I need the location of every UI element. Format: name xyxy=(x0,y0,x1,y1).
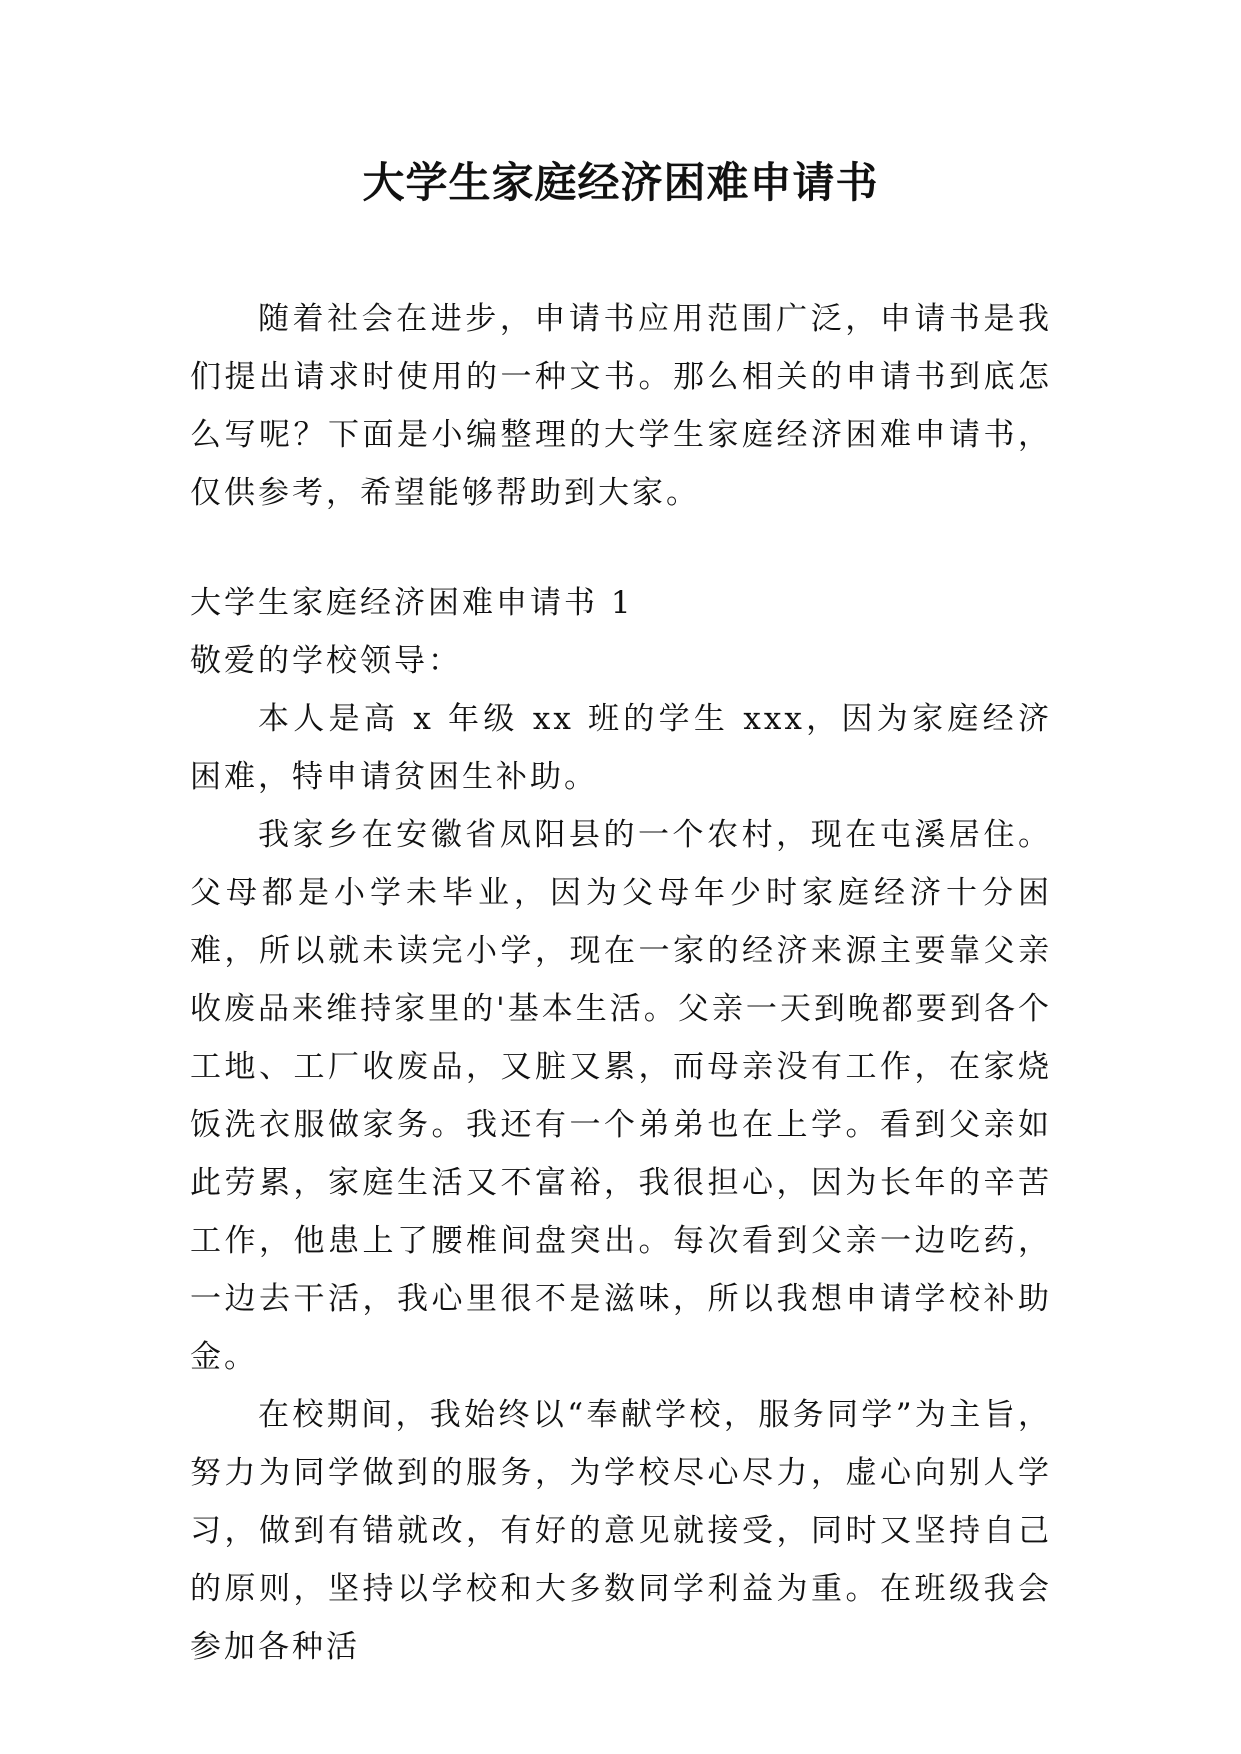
paragraph-1: 本人是高 x 年级 xx 班的学生 xxx，因为家庭经济困难，特申请贫困生补助。 xyxy=(190,701,1052,795)
paragraph-3: 在校期间，我始终以“奉献学校，服务同学”为主旨，努力为同学做到的服务，为学校尽心尽力，虚心向别人学习，做到有错就改，有好的意见就接受，同时又坚持自己的原则，坚持以学校和大多数同学利益为重。在班级我会参加各种活 xyxy=(190,1397,1052,1665)
intro-paragraph: 随着社会在进步，申请书应用范围广泛，申请书是我们提出请求时使用的一种文书。那么相关的申请书到底怎么写呢？下面是小编整理的大学生家庭经济困难申请书，仅供参考，希望能够帮助到大家。 xyxy=(190,301,1052,511)
document-title: 大学生家庭经济困难申请书 xyxy=(362,158,879,207)
document-body xyxy=(190,290,1052,1676)
section-spacer xyxy=(190,522,1052,574)
section-heading: 大学生家庭经济困难申请书 1 xyxy=(190,585,634,621)
salutation: 敬爱的学校领导： xyxy=(190,643,462,679)
paragraph-2: 我家乡在安徽省凤阳县的一个农村，现在屯溪居住。父母都是小学未毕业，因为父母年少时家庭经济十分困难，所以就未读完小学，现在一家的经济来源主要靠父亲收废品来维持家里的'基本生活。父亲一天到晚都要到各个工地、工厂收废品，又脏又累，而母亲没有工作，在家烧饭洗衣服做家务。我还有一个弟弟也在上学。看到父亲如此劳累，家庭生活又不富裕，我很担心，因为长年的辛苦工作，他患上了腰椎间盘突出。每次看到父亲一边吃药，一边去干活，我心里很不是滋味，所以我想申请学校补助金。 xyxy=(190,817,1052,1375)
